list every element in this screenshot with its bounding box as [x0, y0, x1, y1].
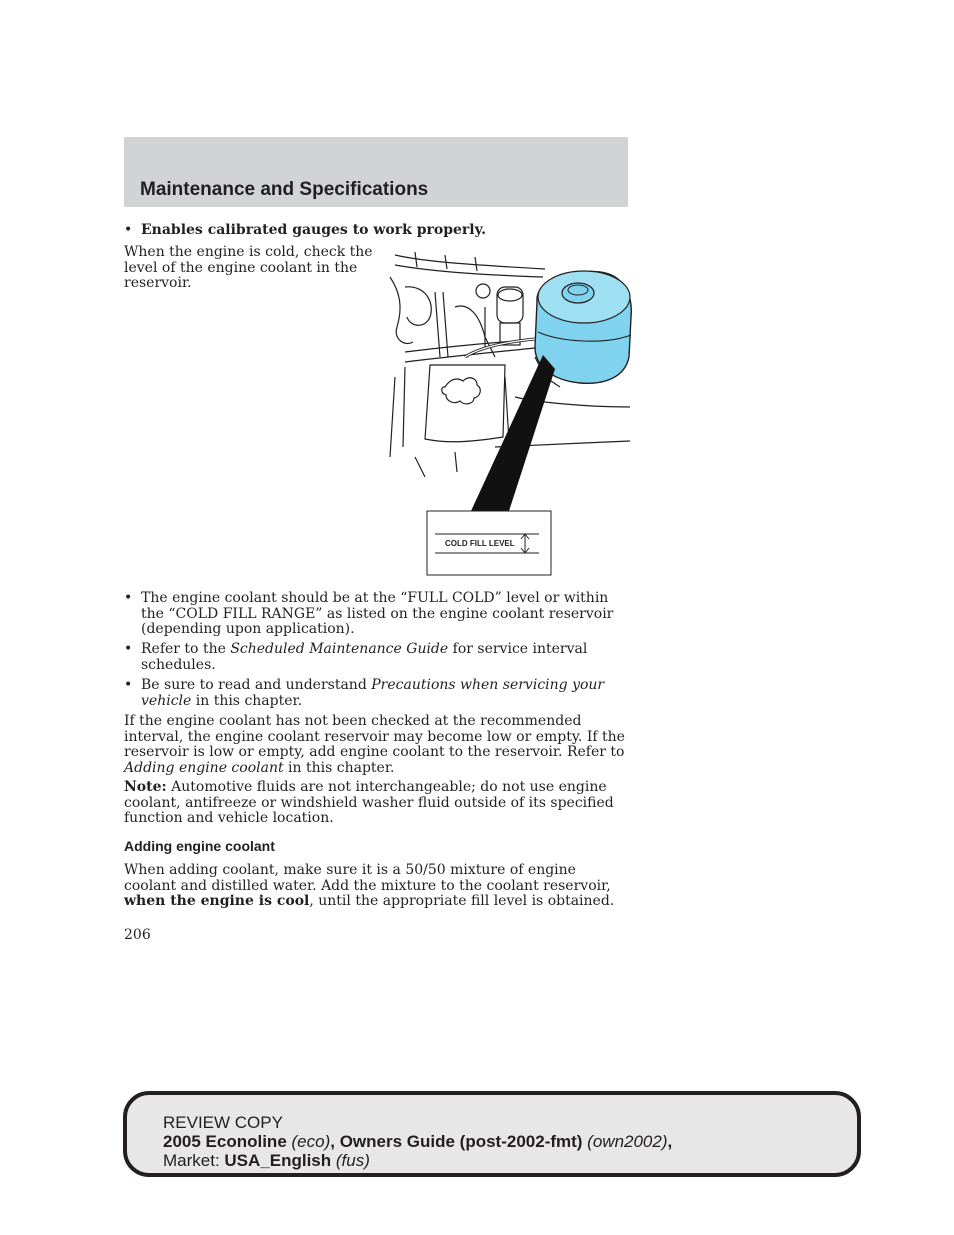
list-item: [124, 642, 630, 673]
bullet-glyph: •: [124, 641, 133, 657]
callout-pointer: [471, 355, 555, 511]
section-header-band: [124, 137, 628, 207]
section-title: Maintenance and Specifications: [140, 179, 429, 200]
bullet-text: The engine coolant should be at the “FULL COLD” level or within the “COLD FILL RANGE” as listed on the engine coolant reservoir (depending upon application).: [141, 590, 614, 637]
bullet-glyph: •: [124, 590, 133, 606]
check-paragraph: If the engine coolant has not been checked at the recommended interval, the engine coolant reservoir may become low or empty. If the reservoir is low or empty, add engine coolant to the reservoir. Refer to Adding engine coolant in this chapter.: [124, 713, 625, 776]
bullet-glyph: •: [124, 677, 133, 693]
footer-line-market: Market: USA_English (fus): [163, 1151, 370, 1170]
intro-paragraph: When the engine is cold, check the level of the engine coolant in the reservoir.: [124, 244, 373, 291]
footer-text: [163, 1113, 672, 1170]
note-paragraph: Note: Automotive fluids are not interchangeable; do not use engine coolant, antifreeze or windshield washer fluid outside of its specified function and vehicle location.: [124, 779, 614, 826]
reservoir-cap: [562, 283, 594, 303]
coolant-reservoir-illustration: [385, 247, 635, 577]
page-number: 206: [124, 927, 151, 943]
list-item: [124, 591, 630, 638]
footer-line-model: 2005 Econoline (eco), Owners Guide (post-2002-fmt) (own2002),: [163, 1132, 673, 1151]
note-label: Note:: [124, 779, 167, 795]
section-reference: Precautions when servicing your vehicle: [141, 677, 605, 709]
adding-paragraph: When adding coolant, make sure it is a 50/50 mixture of engine coolant and distilled water. Add the mixture to the coolant reservoir, when the engine is cool, until the appropriate fill level is obtained.: [124, 862, 615, 909]
section-reference: Adding engine coolant: [124, 759, 284, 776]
cold-fill-level-label: COLD FILL LEVEL: [445, 539, 515, 548]
list-item: [124, 678, 630, 709]
bullet-text: Be sure to read and understand Precautions when servicing your vehicle in this chapter.: [141, 677, 605, 709]
bullet-glyph: •: [124, 222, 133, 238]
subheading-adding-coolant: Adding engine coolant: [124, 838, 275, 854]
manual-reference: Scheduled Maintenance Guide: [230, 641, 449, 657]
review-copy-footer: [123, 1091, 861, 1177]
footer-line-review: REVIEW COPY: [163, 1113, 283, 1132]
bullet-text: Enables calibrated gauges to work properly.: [141, 222, 487, 238]
bullet-text: Refer to the Scheduled Maintenance Guide for service interval schedules.: [141, 641, 588, 673]
